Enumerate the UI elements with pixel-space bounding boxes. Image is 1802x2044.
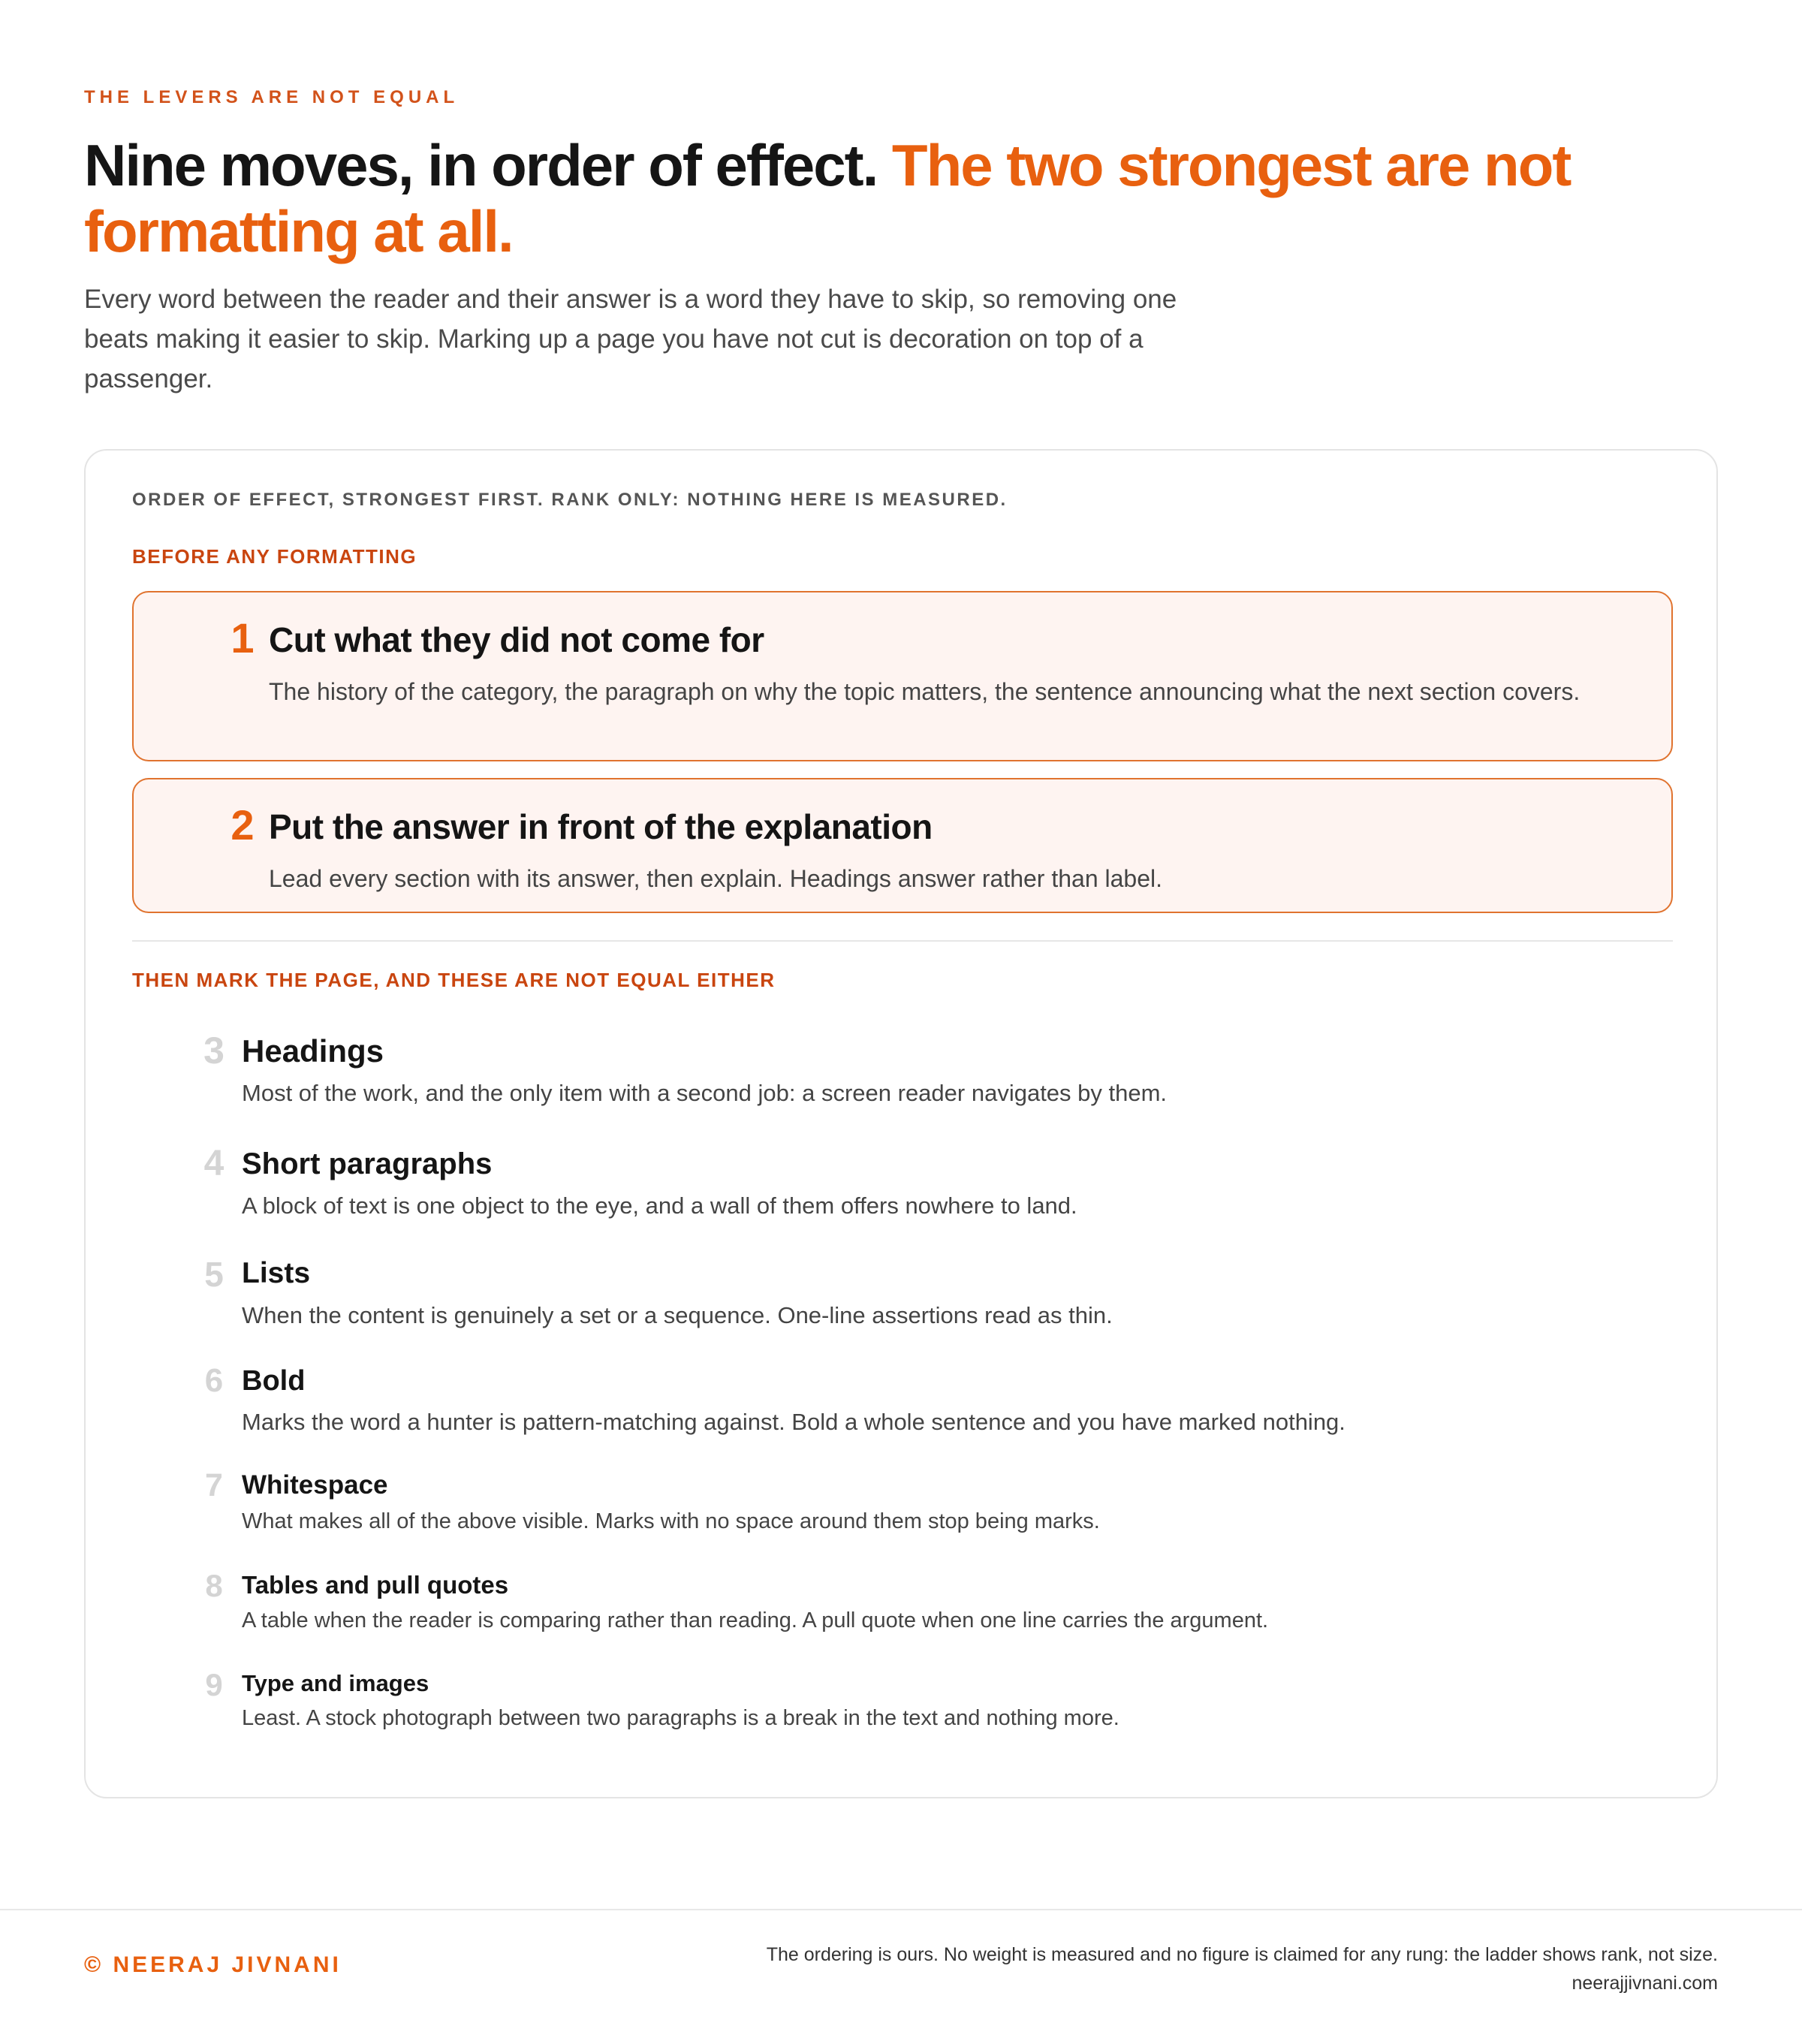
rank-number: 4 bbox=[203, 1144, 224, 1183]
rung-title: Lists bbox=[242, 1257, 311, 1289]
footer-note bbox=[767, 1940, 1718, 1997]
rank-number: 5 bbox=[204, 1255, 224, 1294]
section-label-before: BEFORE ANY FORMATTING bbox=[132, 545, 417, 568]
page-title bbox=[84, 132, 1698, 264]
rung-title: Headings bbox=[242, 1033, 384, 1069]
rank-number: 3 bbox=[203, 1030, 224, 1072]
rung-description: When the content is genuinely a set or a sequence. One-line assertions read as thin. bbox=[242, 1302, 1113, 1328]
rung-description: Least. A stock photograph between two paragraphs is a break in the text and nothing more. bbox=[242, 1706, 1119, 1730]
footer-brand: © NEERAJ JIVNANI bbox=[84, 1952, 342, 1977]
headline-main: Nine moves, in order of effect. bbox=[84, 132, 878, 198]
ladder-card bbox=[84, 449, 1718, 1798]
rung-description: A block of text is one object to the eye, and a wall of them offers nowhere to land. bbox=[242, 1192, 1077, 1219]
rank-number: 1 bbox=[231, 614, 255, 662]
section-label-then: THEN MARK THE PAGE, AND THESE ARE NOT EQUAL EITHER bbox=[132, 969, 776, 991]
footer-url[interactable]: neerajjivnani.com bbox=[1571, 1973, 1718, 1994]
rank-number: 8 bbox=[205, 1568, 223, 1603]
rank-number: 9 bbox=[205, 1667, 223, 1702]
move-title: Put the answer in front of the explanation bbox=[269, 807, 933, 846]
move-description: The history of the category, the paragraph on why the topic matters, the sentence announcing what the next section covers. bbox=[269, 678, 1581, 705]
rank-number: 7 bbox=[205, 1467, 223, 1503]
rung-title: Bold bbox=[242, 1365, 306, 1397]
move-title: Cut what they did not come for bbox=[269, 620, 764, 659]
footer-divider bbox=[0, 1909, 1802, 1910]
rung-description: Marks the word a hunter is pattern-matching against. Bold a whole sentence and you have marked nothing. bbox=[242, 1409, 1345, 1435]
section-divider bbox=[132, 940, 1673, 942]
footer-disclaimer: The ordering is ours. No weight is measured and no figure is claimed for any rung: the ladder shows rank, not size. bbox=[766, 1944, 1718, 1965]
top-move-item bbox=[132, 778, 1673, 913]
rung-title: Whitespace bbox=[242, 1470, 388, 1500]
rank-number: 2 bbox=[231, 801, 255, 849]
rung-description: Most of the work, and the only item with a second job: a screen reader navigates by them. bbox=[242, 1080, 1168, 1106]
headline-accent: The two strongest are not formatting at all. bbox=[84, 132, 1571, 264]
eyebrow-label: THE LEVERS ARE NOT EQUAL bbox=[84, 87, 460, 107]
rung-title: Short paragraphs bbox=[242, 1147, 493, 1180]
intro-paragraph: Every word between the reader and their answer is a word they have to skip, so removing one beats making it easier to skip. Marking up a page you have not cut is decoration on top of a passenger. bbox=[84, 285, 1177, 393]
rank-number: 6 bbox=[204, 1362, 224, 1399]
rung-title: Tables and pull quotes bbox=[242, 1571, 509, 1599]
top-move-item bbox=[132, 591, 1673, 761]
rung-description: What makes all of the above visible. Marks with no space around them stop being marks. bbox=[242, 1509, 1100, 1533]
rung-title: Type and images bbox=[242, 1670, 429, 1696]
move-description: Lead every section with its answer, then explain. Headings answer rather than label. bbox=[269, 865, 1163, 892]
card-caption: ORDER OF EFFECT, STRONGEST FIRST. RANK ONLY: NOTHING HERE IS MEASURED. bbox=[132, 490, 1008, 510]
rung-description: A table when the reader is comparing rather than reading. A pull quote when one line carries the argument. bbox=[242, 1608, 1269, 1632]
